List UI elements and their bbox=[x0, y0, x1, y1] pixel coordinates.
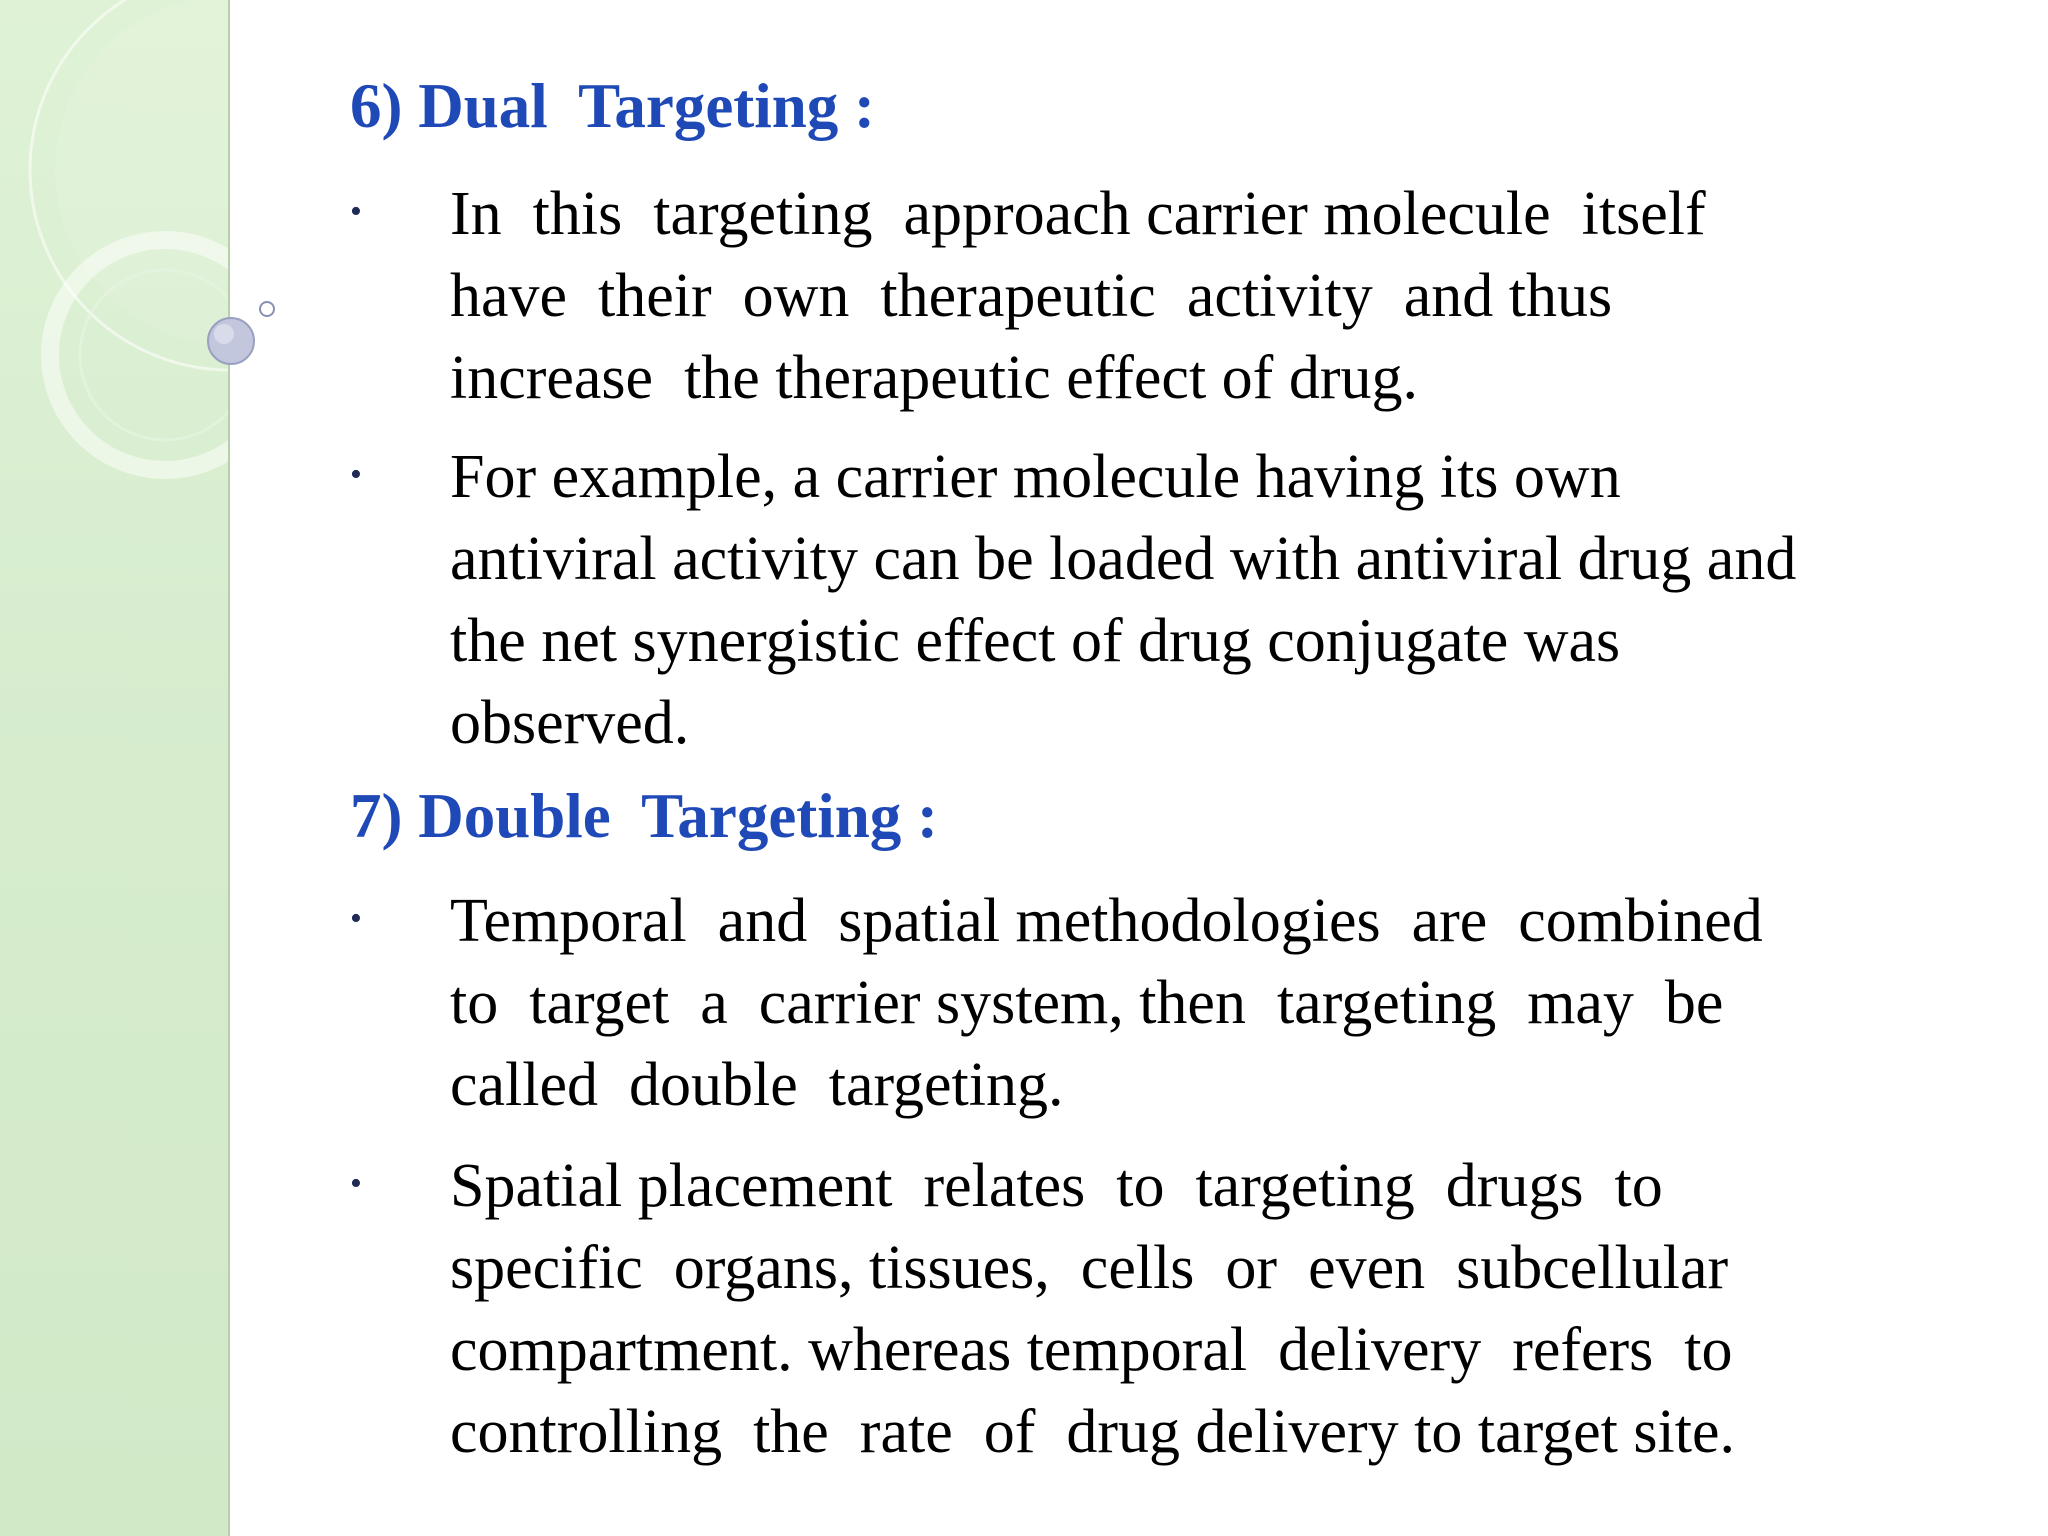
text-line: to target a carrier system, then targeting may be bbox=[450, 969, 1724, 1037]
heading-double-targeting: 7) Double Targeting : bbox=[350, 781, 939, 851]
text-line: In this targeting approach carrier molecule itself bbox=[450, 180, 1706, 248]
heading-dual-targeting: 6) Dual Targeting : bbox=[350, 71, 876, 141]
text-line: antiviral activity can be loaded with antiviral drug and bbox=[450, 525, 1797, 593]
bullet-icon: • bbox=[350, 1165, 362, 1202]
text-line: the net synergistic effect of drug conjugate was bbox=[450, 607, 1621, 675]
text-line: have their own therapeutic activity and thus bbox=[450, 262, 1613, 330]
text-line: compartment. whereas temporal delivery refers to bbox=[450, 1316, 1733, 1384]
text-line: called double targeting. bbox=[450, 1051, 1064, 1119]
text-line: For example, a carrier molecule having its own bbox=[450, 443, 1621, 511]
text-line: Spatial placement relates to targeting drugs to bbox=[450, 1152, 1663, 1220]
text-line: Temporal and spatial methodologies are combined bbox=[450, 887, 1763, 955]
decorative-side-panel bbox=[0, 0, 230, 1536]
text-line: controlling the rate of drug delivery to target site. bbox=[450, 1398, 1735, 1466]
bullet-icon: • bbox=[350, 456, 362, 493]
bullet-icon: • bbox=[350, 900, 362, 937]
bullet-icon: • bbox=[350, 193, 362, 230]
text-line: observed. bbox=[450, 689, 690, 757]
text-line: specific organs, tissues, cells or even subcellular bbox=[450, 1234, 1729, 1302]
bullet-text bbox=[450, 1145, 1970, 1473]
text-line: increase the therapeutic effect of drug. bbox=[450, 344, 1418, 412]
decorative-rings-graphic bbox=[0, 0, 228, 1536]
bullet-text bbox=[450, 436, 1970, 764]
bullet-text bbox=[450, 880, 1970, 1126]
bullet-text bbox=[450, 173, 1970, 419]
